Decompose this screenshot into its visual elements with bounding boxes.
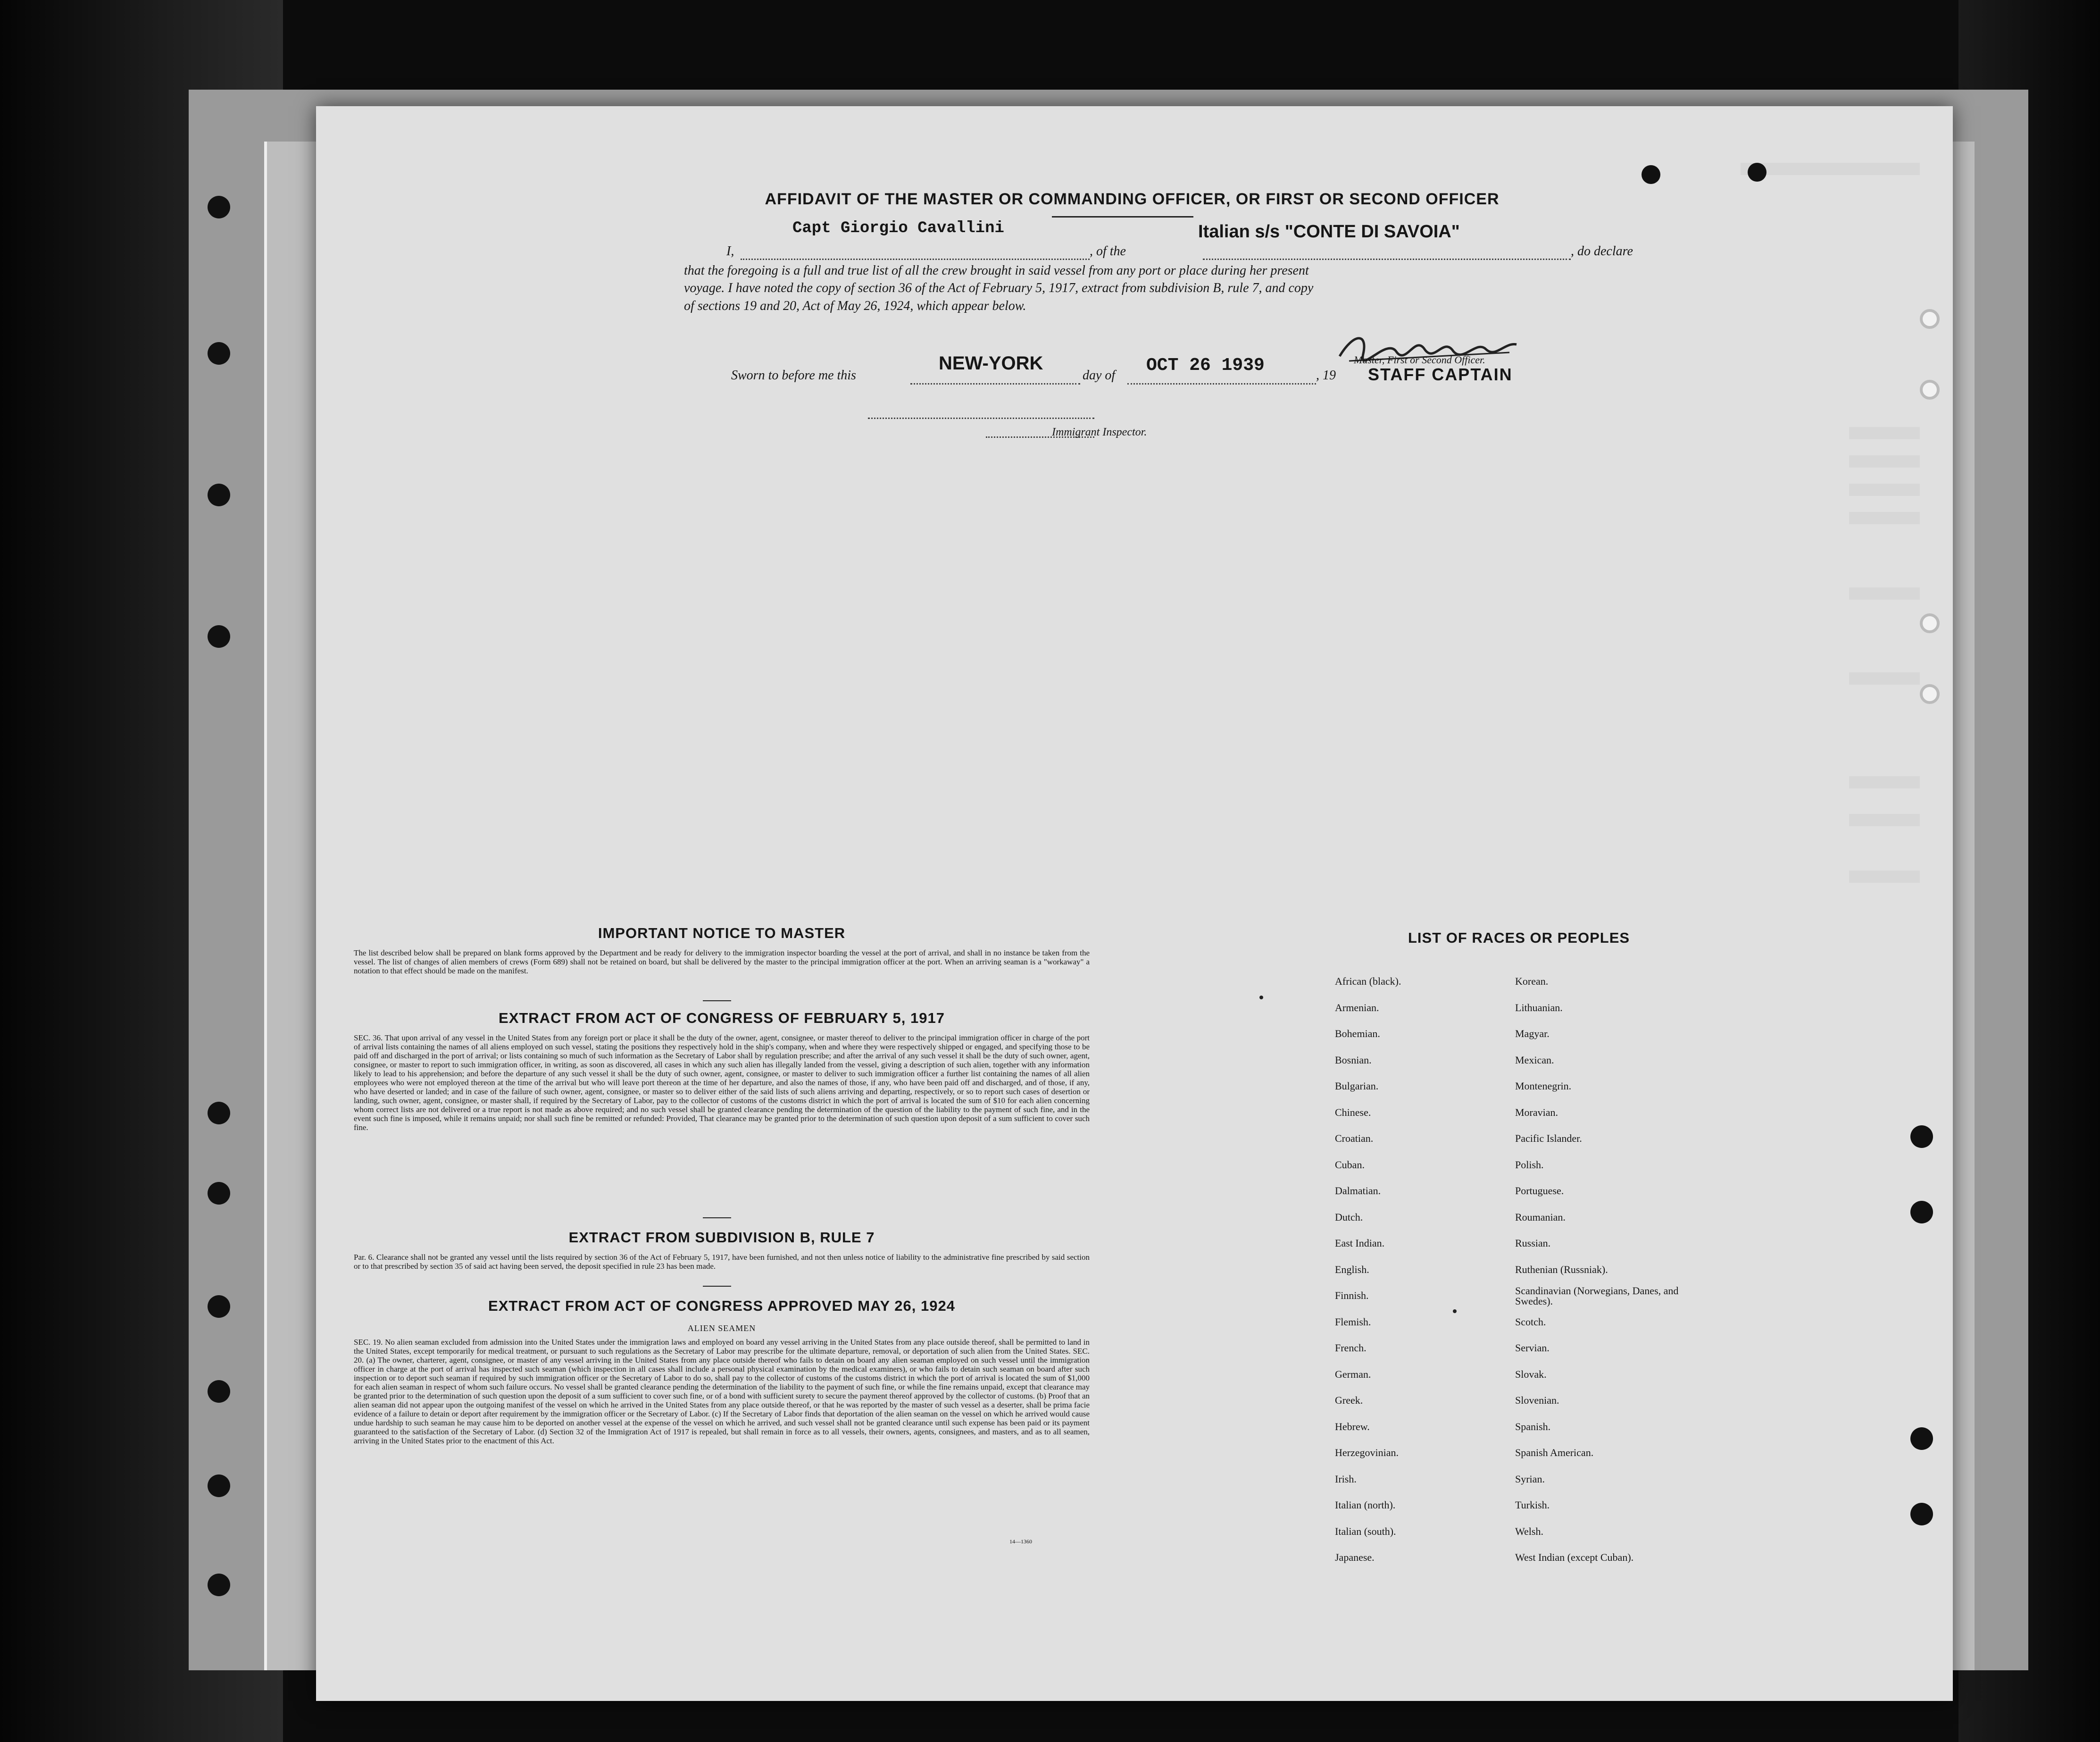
margin-mark — [1259, 996, 1263, 999]
race-item: East Indian. — [1335, 1237, 1385, 1249]
race-item: Dalmatian. — [1335, 1185, 1381, 1197]
binder-hole — [1910, 1503, 1933, 1525]
year-prefix: , 19 — [1316, 368, 1336, 383]
inspector-signature-line — [868, 418, 1094, 419]
race-item: Polish. — [1515, 1158, 1544, 1171]
date-underline — [1127, 383, 1316, 385]
race-item: German. — [1335, 1368, 1371, 1380]
of-the-label: , of the — [1090, 244, 1126, 259]
alien-seamen-heading: ALIEN SEAMEN — [687, 1323, 756, 1333]
binder-hole — [1920, 684, 1940, 704]
race-item: Croatian. — [1335, 1132, 1374, 1144]
place-underline — [910, 383, 1080, 385]
vessel-name: Italian s/s "CONTE DI SAVOIA" — [1198, 222, 1460, 242]
race-item: Armenian. — [1335, 1001, 1379, 1013]
race-item: Hebrew. — [1335, 1420, 1370, 1432]
notice-text: The list described below shall be prepared on blank forms approved by the Department and be ready for delivery to the immigration inspector boarding the vessel at the port of arrival, and shall in no instance be taken from the vessel. The list of changes of alien members of crews (Form 689) shall not be retained on board, but shall be delivered by the master to the principal immigration officer at the port. When an arriving seaman is a "workaway" a notation to that effect should be made on the manifest. — [354, 948, 1090, 975]
binder-hole — [208, 1574, 230, 1596]
inspector-label: Immigrant Inspector. — [1052, 426, 1147, 438]
i-label: I, — [726, 244, 734, 259]
race-item: Bohemian. — [1335, 1028, 1380, 1039]
race-item: Syrian. — [1515, 1473, 1545, 1485]
vessel-underline — [1203, 259, 1571, 260]
binder-hole — [208, 1295, 230, 1318]
race-item: Welsh. — [1515, 1525, 1543, 1537]
binder-hole — [1910, 1427, 1933, 1450]
race-item: Magyar. — [1515, 1028, 1550, 1039]
race-item: Chinese. — [1335, 1106, 1371, 1118]
affidavit-line-2: that the foregoing is a full and true list of all the crew brought in said vessel from any port or place during her present — [684, 263, 1309, 278]
race-item: Japanese. — [1335, 1551, 1375, 1563]
race-item: Spanish. — [1515, 1420, 1551, 1432]
race-item: Italian (south). — [1335, 1525, 1396, 1537]
race-item: Portuguese. — [1515, 1185, 1564, 1197]
form-number: 14—1360 — [1009, 1538, 1032, 1545]
sworn-date: OCT 26 1939 — [1146, 355, 1265, 376]
binder-hole — [1920, 380, 1940, 400]
divider — [703, 1286, 731, 1287]
race-item: Mexican. — [1515, 1054, 1554, 1066]
binder-hole — [208, 342, 230, 365]
race-item: Spanish American. — [1515, 1447, 1594, 1458]
binder-hole — [1910, 1201, 1933, 1223]
staff-captain-stamp: STAFF CAPTAIN — [1368, 365, 1513, 384]
race-item: Slovenian. — [1515, 1394, 1559, 1406]
race-item: Pacific Islander. — [1515, 1132, 1582, 1144]
binder-hole — [1920, 613, 1940, 633]
race-item: Dutch. — [1335, 1211, 1363, 1223]
divider — [703, 1000, 731, 1001]
race-item: African (black). — [1335, 975, 1401, 987]
races-title: LIST OF RACES OR PEOPLES — [1408, 930, 1630, 946]
binder-hole — [1642, 165, 1660, 184]
race-item: Flemish. — [1335, 1315, 1371, 1328]
divider — [703, 1217, 731, 1218]
race-item: Korean. — [1515, 975, 1549, 987]
race-item: Montenegrin. — [1515, 1080, 1572, 1092]
binder-hole — [1910, 1125, 1933, 1148]
sworn-label: Sworn to before me this — [731, 368, 856, 383]
race-item: Scandinavian (Norwegians, Danes, and Swedes). — [1515, 1285, 1679, 1307]
race-item: Lithuanian. — [1515, 1001, 1563, 1013]
race-item: Greek. — [1335, 1394, 1363, 1406]
race-item: Bosnian. — [1335, 1054, 1372, 1066]
race-item: Turkish. — [1515, 1499, 1550, 1511]
race-item: Scotch. — [1515, 1315, 1546, 1328]
name-underline — [741, 259, 1090, 260]
race-item: West Indian (except Cuban). — [1515, 1551, 1634, 1563]
affidavit-line-3: voyage. I have noted the copy of section 36 of the Act of February 5, 1917, extract from subdivision B, rule 7, and copy — [684, 281, 1314, 295]
extract-1924-text: SEC. 19. No alien seaman excluded from admission into the United States under the immigration laws and employed on board any vessel arriving in the United States from any place outside thereof, shall be permitted to land in the United States, except temporarily for medical treatment, or pursuant to such regulations as the Secretary of Labor may prescribe for the ultimate departure, removal, or deportation of such alien from the United States. SEC. 20. (a) The owner, charterer, agent, consignee, or master of any vessel arriving in the United States from any place outside thereof who fails to detain on board any alien seaman employed on such vessel until the immigration officer in charge at the port of arrival has inspected such seaman (which inspection in all cases shall include a personal physical examination by the medical examiners), or who fails to detain such seaman on board after such inspection or to deport such seaman if required by such immigration officer or the Secretary of Labor to do so, shall pay to the collector of customs of the customs district in which the port of arrival is located the sum of $1,000 for each alien seaman in respect of whom such failure occurs. No vessel shall be granted clearance pending the determination of the liability to the payment of such fine, or while the fine remains unpaid, except that clearance may be granted prior to the determination of such question upon the deposit of a sum sufficient to cover such fine, or of a bond with sufficient surety to secure the payment thereof approved by the collector of customs. (b) Proof that an alien seaman did not appear upon the outgoing manifest of the vessel on which he arrived in the United States from any place outside thereof, or that he was reported by the master of such vessel as a deserter, shall be prima facie evidence of a failure to detain or deport after requirement by the immigration officer or the Secretary of Labor. (c) If the Secretary of Labor finds that deportation of the alien seaman on the vessel on which he arrived would cause undue hardship to such seaman he may cause him to be deported on another vessel at the expense of the vessel on which he arrived, and such vessel shall not be granted clearance until such expense has been paid or its payment guaranteed to the satisfaction of the Secretary of Labor. (d) Section 32 of the Immigration Act of 1917 is repealed, but shall remain in force as to all vessels, their owners, agents, consignees, and masters, and as to all seamen, arriving in the United States prior to the enactment of this Act. — [354, 1338, 1090, 1445]
race-item: Slovak. — [1515, 1368, 1547, 1380]
binder-hole — [208, 1474, 230, 1497]
extract-1924-title: EXTRACT FROM ACT OF CONGRESS APPROVED MAY 26, 1924 — [488, 1298, 955, 1314]
extract-1917-text: SEC. 36. That upon arrival of any vessel in the United States from any foreign port or place it shall be the duty of the owner, agent, consignee, or master thereof to deliver to the principal immigration officer in charge of the port of arrival lists containing the names of all aliens employed on such vessel, stating the positions they respectively hold in the ship's company, when and where they were respectively shipped or engaged, and specifying those to be paid off and discharged in the port of arrival; or lists containing so much of such information as the Secretary of Labor shall by regulation prescribe; and after the arrival of any such vessel it shall be the duty of such owner, agent, consignee, or master to report to such immigration officer, in writing, as soon as discovered, all cases in which any such alien has illegally landed from the vessel, giving a description of such alien, together with any information likely to lead to his apprehension; and before the departure of any such vessel it shall be the duty of such owner, agent, consignee, or master to deliver to such immigration officer a further list containing the names of all alien employees who were not employed thereon at the time of the arrival but who will leave port thereon at the time of her departure, and also the names of those, if any, who have been paid off and discharged, and of those, if any, who have deserted or landed; and in case of the failure of such owner, agent, consignee, or master so to deliver either of the said lists of such aliens arriving and departing, respectively, or so to report such cases of desertion or landing, such owner, agent, consignee, or master shall, if required by the Secretary of Labor, pay to the collector of customs of the customs district in which the port of arrival is located the sum of $10 for each alien concerning whom correct lists are not delivered or a true report is not made as above required; and no such vessel shall be granted clearance pending the determination of the question of the liability to the payment of such fine, and in the event such fine is imposed, while it remains unpaid; nor shall such fine be remitted or refunded: Provided, That clearance may be granted prior to the determination of such question upon deposit of a sum sufficient to cover such fine. — [354, 1033, 1090, 1132]
race-item: Irish. — [1335, 1473, 1357, 1485]
day-of-label: day of — [1083, 368, 1116, 383]
race-item: French. — [1335, 1342, 1367, 1354]
master-label: Master, First or Second Officer. — [1354, 354, 1485, 366]
race-item: Ruthenian (Russniak). — [1515, 1263, 1608, 1275]
binder-hole — [208, 625, 230, 648]
document-page — [316, 106, 1953, 1701]
binder-hole — [1920, 309, 1940, 329]
binder-hole — [208, 196, 230, 218]
extract-1917-title: EXTRACT FROM ACT OF CONGRESS OF FEBRUARY 5, 1917 — [499, 1010, 945, 1026]
title-rule — [1052, 216, 1193, 218]
binder-hole — [208, 1102, 230, 1124]
race-item: Italian (north). — [1335, 1499, 1396, 1511]
binder-hole — [208, 1182, 230, 1205]
affidavit-title: AFFIDAVIT OF THE MASTER OR COMMANDING OFFICER, OR FIRST OR SECOND OFFICER — [765, 190, 1500, 208]
binder-hole — [208, 1380, 230, 1403]
affidavit-line-4: of sections 19 and 20, Act of May 26, 1924, which appear below. — [684, 299, 1026, 313]
master-name: Capt Giorgio Cavallini — [792, 219, 1004, 237]
race-item: Bulgarian. — [1335, 1080, 1379, 1092]
race-item: English. — [1335, 1263, 1369, 1275]
race-item: Moravian. — [1515, 1106, 1558, 1118]
margin-mark — [1453, 1309, 1457, 1313]
binder-hole — [1748, 163, 1767, 182]
extract-rule7-text: Par. 6. Clearance shall not be granted any vessel until the lists required by section 36 of the Act of February 5, 1917, have been furnished, and not then unless notice of liability to the administrative fine prescribed by said section or to that prescribed by section 35 of said act having been served, the deposit specified in rule 23 has been made. — [354, 1253, 1090, 1271]
race-item: Russian. — [1515, 1237, 1551, 1249]
notice-title: IMPORTANT NOTICE TO MASTER — [598, 925, 846, 941]
race-item: Cuban. — [1335, 1158, 1365, 1171]
binder-hole — [208, 484, 230, 506]
race-item: Finnish. — [1335, 1290, 1369, 1301]
race-item: Herzegovinian. — [1335, 1447, 1399, 1458]
race-item: Roumanian. — [1515, 1211, 1566, 1223]
race-item: Servian. — [1515, 1342, 1550, 1354]
declare-label: , do declare — [1571, 244, 1633, 259]
sworn-place: NEW-YORK — [939, 353, 1043, 374]
extract-rule7-title: EXTRACT FROM SUBDIVISION B, RULE 7 — [568, 1229, 875, 1246]
